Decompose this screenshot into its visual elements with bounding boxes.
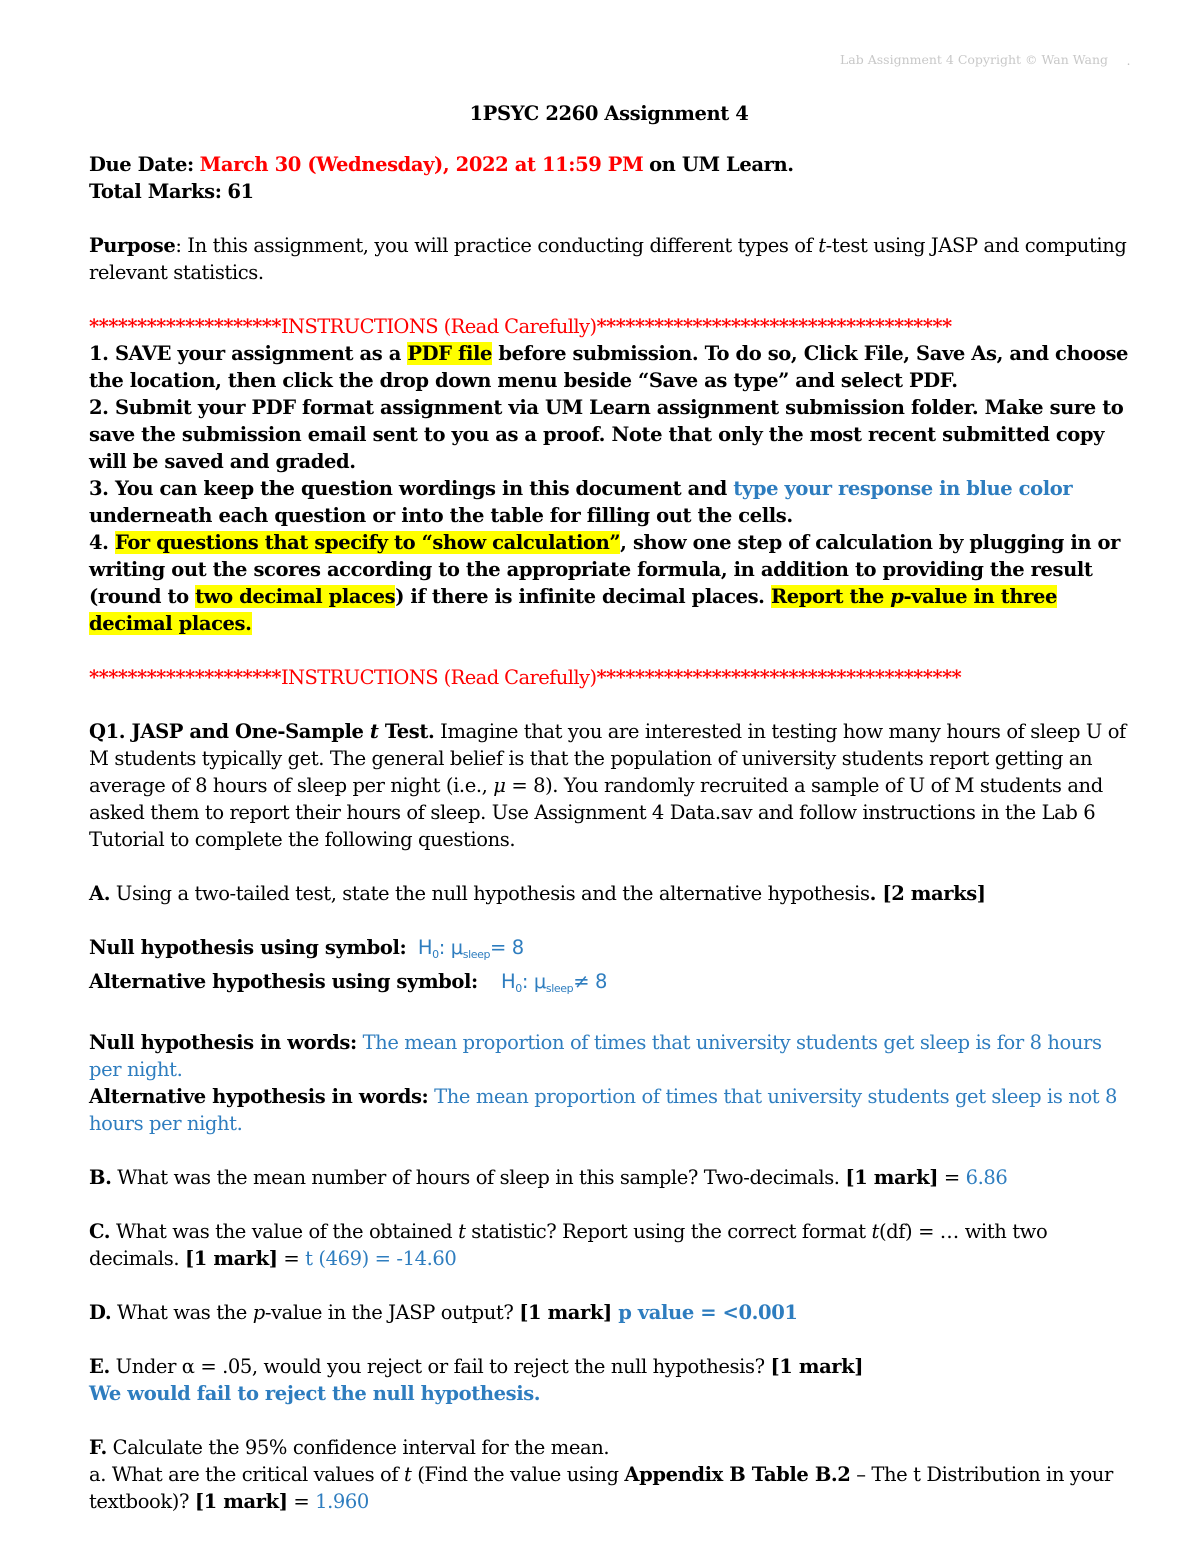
q1-text-1: Imagine that you are interested in testing how many hours of sleep U of M students typically get. The general belief is that the population of university students report getting an average of 8 hours of sleep per night (i.e., bbox=[89, 720, 1126, 797]
alt-hypothesis-words bbox=[89, 1083, 1129, 1137]
question-f-a-marks: [1 mark] bbox=[194, 1490, 288, 1513]
due-date-label: Due Date: bbox=[89, 153, 194, 176]
q1-mu-symbol: μ bbox=[493, 774, 506, 797]
instruction-3-text-end: underneath each question or into the table for filling out the cells. bbox=[89, 504, 793, 527]
instructions-banner-bottom bbox=[89, 664, 1129, 691]
due-date-line bbox=[89, 151, 1129, 178]
question-f-a-text-1: a. What are the critical values of bbox=[89, 1463, 404, 1486]
null-words-answer: The mean proportion of times that university students get sleep is for 8 hours per night. bbox=[89, 1031, 1102, 1081]
question-f-a-appendix: Appendix B Table B.2 bbox=[624, 1463, 851, 1486]
instruction-3 bbox=[89, 475, 1129, 529]
instructions-list bbox=[89, 340, 1129, 637]
question-c-text-3: (df) = … with two decimals. bbox=[89, 1220, 1048, 1270]
question-c-letter: C. bbox=[89, 1220, 111, 1243]
null-symbol-answer bbox=[418, 936, 524, 959]
question-f-a bbox=[89, 1461, 1129, 1515]
question-d-text-1: What was the bbox=[111, 1301, 253, 1324]
question-f-a-answer: 1.960 bbox=[315, 1490, 369, 1513]
due-date-value: March 30 (Wednesday), 2022 at 11:59 PM bbox=[199, 153, 644, 176]
question-c-text-2: statistic? Report using the correct format bbox=[465, 1220, 872, 1243]
question-e-answer: We would fail to reject the null hypothesis. bbox=[89, 1382, 541, 1405]
question-a-text: Using a two-tailed test, state the null hypothesis and the alternative hypothesis bbox=[110, 882, 870, 905]
question-d-marks: [1 mark] bbox=[519, 1301, 612, 1324]
null-symbol-subscript-0: 0 bbox=[432, 948, 439, 961]
total-marks-label: Total Marks: bbox=[89, 180, 222, 203]
purpose-text-1: : In this assignment, you will practice conducting different types of bbox=[175, 234, 819, 257]
null-symbol-mu: : μ bbox=[438, 936, 463, 959]
question-b-letter: B. bbox=[89, 1166, 112, 1189]
instruction-1 bbox=[89, 340, 1129, 394]
question-e-text: Under α = .05, would you reject or fail to reject the null hypothesis? bbox=[109, 1355, 771, 1378]
question-f-letter: F. bbox=[89, 1436, 107, 1459]
due-date-suffix: on UM Learn. bbox=[649, 153, 794, 176]
question-f-a-text-2: (Find the value using bbox=[411, 1463, 625, 1486]
instruction-4-number: 4. bbox=[89, 531, 115, 554]
banner-stars-left-bottom: ******************** bbox=[89, 666, 281, 689]
instruction-4-highlight-2: two decimal places bbox=[195, 585, 396, 608]
question-f-a-text-3: – The t Distribution in your textbook)? bbox=[89, 1463, 1113, 1513]
instructions-banner-top bbox=[89, 313, 1129, 340]
null-symbol-h: H bbox=[417, 936, 433, 959]
header-dot: . bbox=[1126, 54, 1130, 68]
instruction-2: 2. Submit your PDF format assignment via UM Learn assignment submission folder. Make sure to save the submission email sent to you as a proof. Note that only the most recent submitted copy will be saved and graded. bbox=[89, 396, 1124, 473]
q1-paragraph bbox=[89, 718, 1129, 853]
question-e-marks: [1 mark] bbox=[770, 1355, 864, 1378]
null-hypothesis-words bbox=[89, 1029, 1129, 1083]
question-c bbox=[89, 1218, 1129, 1272]
null-symbol-rest: = 8 bbox=[490, 936, 524, 959]
q1-text-2: = 8). You randomly recruited a sample of U of M students and asked them to report their hours of sleep. Use Assignment 4 Data.sav and follow instructions in the Lab 6 Tutorial to complete the following questions. bbox=[89, 774, 1103, 851]
question-a-letter: A. bbox=[89, 882, 111, 905]
question-e-letter: E. bbox=[89, 1355, 110, 1378]
alt-words-answer: The mean proportion of times that university students get sleep is not 8 hours per night. bbox=[89, 1085, 1118, 1135]
null-symbol-label: Null hypothesis using symbol: bbox=[89, 936, 407, 959]
instruction-4-highlight: For questions that specify to “show calculation” bbox=[114, 531, 621, 554]
banner-label: INSTRUCTIONS (Read Carefully) bbox=[280, 315, 597, 338]
instruction-3-text: 3. You can keep the question wordings in this document and bbox=[89, 477, 734, 500]
question-c-text-1: What was the value of the obtained bbox=[110, 1220, 459, 1243]
total-marks-value: 61 bbox=[227, 180, 254, 203]
alt-symbol-label: Alternative hypothesis using symbol: bbox=[89, 970, 478, 993]
question-a-marks: . [2 marks] bbox=[869, 882, 986, 905]
running-header: Lab Assignment 4 Copyright © Wan Wang bbox=[839, 52, 1108, 67]
total-marks-line bbox=[89, 178, 1129, 205]
question-b bbox=[89, 1164, 1129, 1191]
question-e bbox=[89, 1353, 1129, 1380]
instruction-3-blue: type your response in blue color bbox=[733, 477, 1073, 500]
question-b-marks: [1 mark] bbox=[845, 1166, 939, 1189]
instruction-4-text-2: ) if there is infinite decimal places. bbox=[395, 585, 771, 608]
q1-t-symbol: t bbox=[369, 720, 379, 743]
alt-symbol-mu: : μ bbox=[521, 970, 546, 993]
question-d-text-2: -value in the JASP output? bbox=[264, 1301, 520, 1324]
question-f-a-t-symbol: t bbox=[403, 1463, 412, 1486]
null-hypothesis-symbol-line bbox=[89, 934, 1129, 968]
banner-stars-left: ******************** bbox=[89, 315, 281, 338]
purpose-t-symbol: t bbox=[818, 234, 826, 257]
banner-stars-right: ************************************* bbox=[596, 315, 952, 338]
instruction-4-text: , show one step of calculation by plugging in or writing out the scores according to the appropriate formula, in addition to providing the result (round to bbox=[89, 531, 1120, 608]
purpose-label: Purpose bbox=[89, 234, 176, 257]
question-c-t-symbol: t bbox=[458, 1220, 466, 1243]
document-title: 1PSYC 2260 Assignment 4 bbox=[469, 102, 749, 125]
null-words-label: Null hypothesis in words: bbox=[89, 1031, 357, 1054]
instruction-4-p-symbol: p bbox=[890, 585, 904, 608]
banner-stars-right-bottom: ************************************** bbox=[596, 666, 962, 689]
instruction-4-report-text: Report the bbox=[770, 585, 891, 608]
question-c-marks: [1 mark] bbox=[184, 1247, 278, 1270]
question-b-answer: 6.86 bbox=[965, 1166, 1008, 1189]
alt-symbol-subscript-sleep: sleep bbox=[545, 982, 574, 995]
question-f-text: Calculate the 95% confidence interval for the mean. bbox=[106, 1436, 610, 1459]
alt-hypothesis-symbol-line bbox=[89, 968, 1129, 1002]
alt-symbol-answer bbox=[501, 970, 607, 993]
q1-label-end: Test. bbox=[378, 720, 435, 743]
q1-label-text: Q1. JASP and One-Sample bbox=[89, 720, 370, 743]
question-f bbox=[89, 1434, 1129, 1461]
instruction-4-report-text-end: -value in three decimal places. bbox=[89, 585, 1057, 635]
null-symbol-subscript-sleep: sleep bbox=[462, 948, 491, 961]
alt-symbol-h: H bbox=[501, 970, 516, 993]
purpose-paragraph bbox=[89, 232, 1129, 286]
question-d-answer: p value = <0.001 bbox=[611, 1301, 798, 1324]
question-d bbox=[89, 1299, 1129, 1326]
instruction-1-highlight: PDF file bbox=[407, 342, 492, 365]
question-c-t-symbol-2: t bbox=[871, 1220, 879, 1243]
question-f-a-equals: = bbox=[287, 1490, 316, 1513]
alt-words-label: Alternative hypothesis in words: bbox=[89, 1085, 429, 1108]
purpose-text-2: -test using JASP and computing relevant statistics. bbox=[89, 234, 1127, 284]
question-d-letter: D. bbox=[89, 1301, 112, 1324]
instruction-4 bbox=[89, 529, 1129, 637]
question-b-equals: = bbox=[938, 1166, 966, 1189]
question-c-answer: t (469) = -14.60 bbox=[305, 1247, 457, 1270]
question-b-text: What was the mean number of hours of sleep in this sample? Two-decimals. bbox=[111, 1166, 846, 1189]
alt-symbol-rest: ≠ 8 bbox=[573, 970, 607, 993]
question-c-equals: = bbox=[277, 1247, 306, 1270]
alt-symbol-subscript-0: 0 bbox=[515, 982, 522, 995]
instruction-1-text: 1. SAVE your assignment as a bbox=[89, 342, 408, 365]
banner-label-bottom: INSTRUCTIONS (Read Carefully) bbox=[280, 666, 597, 689]
question-a bbox=[89, 880, 1129, 907]
instruction-1-text-end: before submission. To do so, Click File, Save As, and choose the location, then click the drop down menu beside “Save as type” and select PDF. bbox=[89, 342, 1129, 392]
question-d-p-symbol: p bbox=[252, 1301, 265, 1324]
q1-label bbox=[89, 720, 434, 743]
document-page bbox=[89, 100, 1129, 1515]
